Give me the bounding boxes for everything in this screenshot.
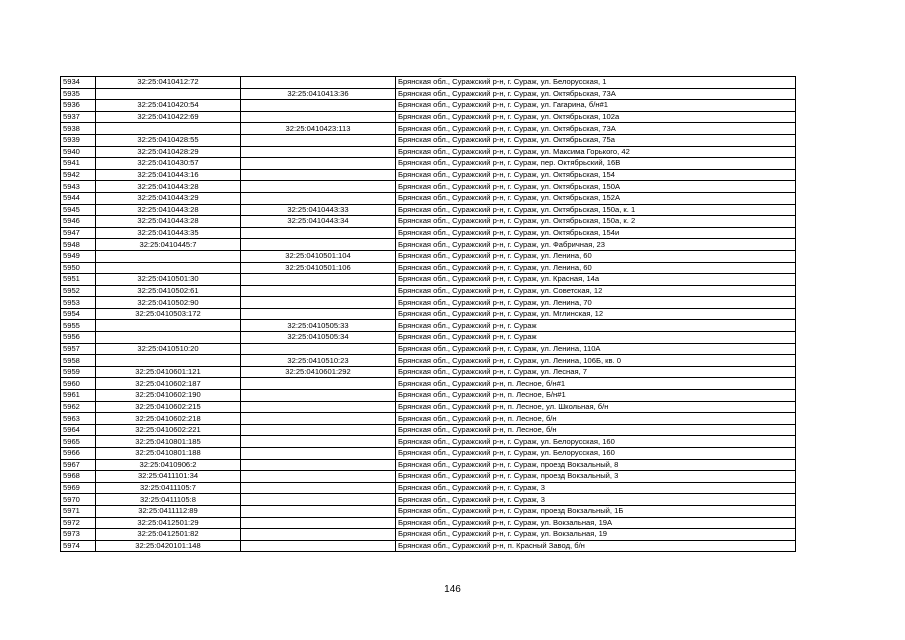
cadastral-number-cell: 32:25:0410801:185: [96, 436, 241, 448]
address-cell: Брянская обл., Суражский р-н, г. Сураж, ул. Гагарина, б/н#1: [396, 100, 796, 112]
cadastral-number-cell: 32:25:0410428:29: [96, 146, 241, 158]
address-cell: Брянская обл., Суражский р-н, г. Сураж, ул. Максима Горького, 42: [396, 146, 796, 158]
cadastral-number-cell: 32:25:0412501:29: [96, 517, 241, 529]
address-cell: Брянская обл., Суражский р-н, г. Сураж, ул. Белорусская, 1: [396, 77, 796, 89]
address-cell: Брянская обл., Суражский р-н, г. Сураж, ул. Ленина, 70: [396, 297, 796, 309]
cadastral-number-cell: 32:25:0410443:28: [96, 204, 241, 216]
object-number-cell: 32:25:0410443:34: [241, 216, 396, 228]
cadastral-number-cell: 32:25:0410443:29: [96, 192, 241, 204]
object-number-cell: 32:25:0410510:23: [241, 355, 396, 367]
object-number-cell: [241, 390, 396, 402]
address-cell: Брянская обл., Суражский р-н, г. Сураж, ул. Октябрьская, 154: [396, 169, 796, 181]
address-cell: Брянская обл., Суражский р-н, г. Сураж, ул. Октябрьская, 150а, к. 2: [396, 216, 796, 228]
table-row: [61, 517, 796, 529]
row-number-cell: 5955: [61, 320, 96, 332]
table-row: [61, 366, 796, 378]
cadastral-number-cell: 32:25:0410502:61: [96, 285, 241, 297]
cadastral-number-cell: 32:25:0410420:54: [96, 100, 241, 112]
cadastral-number-cell: 32:25:0411101:34: [96, 471, 241, 483]
object-number-cell: [241, 482, 396, 494]
cadastral-number-cell: 32:25:0410801:188: [96, 448, 241, 460]
address-cell: Брянская обл., Суражский р-н, п. Лесное, ул. Школьная, б/н: [396, 401, 796, 413]
address-cell: Брянская обл., Суражский р-н, г. Сураж, проезд Вокзальный, 1Б: [396, 505, 796, 517]
row-number-cell: 5957: [61, 343, 96, 355]
cadastral-number-cell: 32:25:0410602:221: [96, 424, 241, 436]
table-row: [61, 134, 796, 146]
row-number-cell: 5941: [61, 158, 96, 170]
table-row: [61, 100, 796, 112]
table-row: [61, 274, 796, 286]
address-cell: Брянская обл., Суражский р-н, п. Красный Завод, б/н: [396, 540, 796, 552]
row-number-cell: 5935: [61, 88, 96, 100]
cadastral-number-cell: 32:25:0410428:55: [96, 134, 241, 146]
table-row: [61, 413, 796, 425]
address-cell: Брянская обл., Суражский р-н, г. Сураж, проезд Вокзальный, 3: [396, 471, 796, 483]
object-number-cell: 32:25:0410501:106: [241, 262, 396, 274]
table-row: [61, 355, 796, 367]
address-cell: Брянская обл., Суражский р-н, г. Сураж, ул. Вокзальная, 19А: [396, 517, 796, 529]
table-row: [61, 192, 796, 204]
object-number-cell: [241, 239, 396, 251]
object-number-cell: [241, 378, 396, 390]
object-number-cell: 32:25:0410505:34: [241, 332, 396, 344]
table-row: [61, 158, 796, 170]
row-number-cell: 5938: [61, 123, 96, 135]
row-number-cell: 5972: [61, 517, 96, 529]
object-number-cell: [241, 77, 396, 89]
cadastral-number-cell: 32:25:0411105:8: [96, 494, 241, 506]
object-number-cell: [241, 448, 396, 460]
cadastral-number-cell: 32:25:0410445:7: [96, 239, 241, 251]
object-number-cell: 32:25:0410413:36: [241, 88, 396, 100]
address-cell: Брянская обл., Суражский р-н, г. Сураж, ул. Белорусская, 160: [396, 436, 796, 448]
row-number-cell: 5968: [61, 471, 96, 483]
row-number-cell: 5945: [61, 204, 96, 216]
object-number-cell: 32:25:0410601:292: [241, 366, 396, 378]
table-row: [61, 250, 796, 262]
object-number-cell: [241, 540, 396, 552]
cadastral-table: [60, 76, 796, 552]
object-number-cell: [241, 111, 396, 123]
row-number-cell: 5970: [61, 494, 96, 506]
object-number-cell: [241, 424, 396, 436]
address-cell: Брянская обл., Суражский р-н, г. Сураж, 3: [396, 494, 796, 506]
cadastral-number-cell: [96, 250, 241, 262]
cadastral-number-cell: [96, 320, 241, 332]
address-cell: Брянская обл., Суражский р-н, г. Сураж, ул. Октябрьская, 73А: [396, 88, 796, 100]
table-row: [61, 204, 796, 216]
cadastral-number-cell: 32:25:0410443:35: [96, 227, 241, 239]
table-row: [61, 308, 796, 320]
table-row: [61, 227, 796, 239]
cadastral-number-cell: 32:25:0410906:2: [96, 459, 241, 471]
address-cell: Брянская обл., Суражский р-н, г. Сураж, ул. Мглинская, 12: [396, 308, 796, 320]
table-row: [61, 320, 796, 332]
address-cell: Брянская обл., Суражский р-н, г. Сураж, ул. Ленина, 110А: [396, 343, 796, 355]
table-row: [61, 390, 796, 402]
row-number-cell: 5946: [61, 216, 96, 228]
table-row: [61, 169, 796, 181]
row-number-cell: 5967: [61, 459, 96, 471]
address-cell: Брянская обл., Суражский р-н, г. Сураж, ул. Октябрьская, 150А: [396, 181, 796, 193]
page-number: 146: [444, 584, 461, 595]
object-number-cell: [241, 100, 396, 112]
row-number-cell: 5937: [61, 111, 96, 123]
cadastral-number-cell: 32:25:0410601:121: [96, 366, 241, 378]
address-cell: Брянская обл., Суражский р-н, г. Сураж, пер. Октябрьский, 16В: [396, 158, 796, 170]
table-row: [61, 77, 796, 89]
table-body: [61, 77, 796, 552]
address-cell: Брянская обл., Суражский р-н, г. Сураж, ул. Белорусская, 160: [396, 448, 796, 460]
row-number-cell: 5961: [61, 390, 96, 402]
table-row: [61, 239, 796, 251]
address-cell: Брянская обл., Суражский р-н, п. Лесное, б/н: [396, 413, 796, 425]
address-cell: Брянская обл., Суражский р-н, г. Сураж: [396, 332, 796, 344]
row-number-cell: 5963: [61, 413, 96, 425]
cadastral-number-cell: [96, 88, 241, 100]
address-cell: Брянская обл., Суражский р-н, г. Сураж, ул. Октябрьская, 150а, к. 1: [396, 204, 796, 216]
object-number-cell: [241, 401, 396, 413]
cadastral-number-cell: 32:25:0410602:187: [96, 378, 241, 390]
object-number-cell: [241, 413, 396, 425]
object-number-cell: 32:25:0410443:33: [241, 204, 396, 216]
object-number-cell: [241, 517, 396, 529]
object-number-cell: [241, 181, 396, 193]
table-row: [61, 529, 796, 541]
object-number-cell: [241, 529, 396, 541]
address-cell: Брянская обл., Суражский р-н, г. Сураж, ул. Октябрьская, 154и: [396, 227, 796, 239]
address-cell: Брянская обл., Суражский р-н, г. Сураж, ул. Ленина, 60: [396, 262, 796, 274]
table-row: [61, 343, 796, 355]
cadastral-number-cell: [96, 262, 241, 274]
object-number-cell: [241, 494, 396, 506]
address-cell: Брянская обл., Суражский р-н, г. Сураж, ул. Октябрьская, 102а: [396, 111, 796, 123]
row-number-cell: 5949: [61, 250, 96, 262]
row-number-cell: 5969: [61, 482, 96, 494]
object-number-cell: [241, 297, 396, 309]
cadastral-number-cell: 32:25:0410510:20: [96, 343, 241, 355]
address-cell: Брянская обл., Суражский р-н, г. Сураж, ул. Вокзальная, 19: [396, 529, 796, 541]
address-cell: Брянская обл., Суражский р-н, п. Лесное, б/н#1: [396, 378, 796, 390]
row-number-cell: 5951: [61, 274, 96, 286]
object-number-cell: [241, 146, 396, 158]
object-number-cell: [241, 459, 396, 471]
table-row: [61, 505, 796, 517]
address-cell: Брянская обл., Суражский р-н, г. Сураж, ул. Ленина, 106Б, кв. 0: [396, 355, 796, 367]
object-number-cell: [241, 505, 396, 517]
cadastral-number-cell: 32:25:0411112:89: [96, 505, 241, 517]
table-row: [61, 424, 796, 436]
row-number-cell: 5952: [61, 285, 96, 297]
cadastral-number-cell: [96, 332, 241, 344]
object-number-cell: [241, 471, 396, 483]
object-number-cell: [241, 308, 396, 320]
address-cell: Брянская обл., Суражский р-н, г. Сураж, ул. Октябрьская, 152А: [396, 192, 796, 204]
cadastral-number-cell: 32:25:0410503:172: [96, 308, 241, 320]
cadastral-number-cell: 32:25:0410602:215: [96, 401, 241, 413]
table-row: [61, 216, 796, 228]
table-row: [61, 262, 796, 274]
row-number-cell: 5956: [61, 332, 96, 344]
table-row: [61, 111, 796, 123]
address-cell: Брянская обл., Суражский р-н, г. Сураж, ул. Октябрьская, 73А: [396, 123, 796, 135]
row-number-cell: 5958: [61, 355, 96, 367]
object-number-cell: 32:25:0410501:104: [241, 250, 396, 262]
table-row: [61, 378, 796, 390]
row-number-cell: 5943: [61, 181, 96, 193]
address-cell: Брянская обл., Суражский р-н, г. Сураж, ул. Красная, 14а: [396, 274, 796, 286]
address-cell: Брянская обл., Суражский р-н, г. Сураж: [396, 320, 796, 332]
table-row: [61, 459, 796, 471]
table-row: [61, 401, 796, 413]
row-number-cell: 5940: [61, 146, 96, 158]
table-row: [61, 88, 796, 100]
table-row: [61, 482, 796, 494]
object-number-cell: 32:25:0410423:113: [241, 123, 396, 135]
table-row: [61, 436, 796, 448]
table-row: [61, 297, 796, 309]
cadastral-number-cell: 32:25:0410430:57: [96, 158, 241, 170]
address-cell: Брянская обл., Суражский р-н, г. Сураж, ул. Фабричная, 23: [396, 239, 796, 251]
cadastral-number-cell: [96, 123, 241, 135]
address-cell: Брянская обл., Суражский р-н, г. Сураж, ул. Лесная, 7: [396, 366, 796, 378]
object-number-cell: [241, 274, 396, 286]
row-number-cell: 5934: [61, 77, 96, 89]
cadastral-number-cell: 32:25:0420101:148: [96, 540, 241, 552]
row-number-cell: 5942: [61, 169, 96, 181]
cadastral-number-cell: 32:25:0410422:69: [96, 111, 241, 123]
object-number-cell: 32:25:0410505:33: [241, 320, 396, 332]
address-cell: Брянская обл., Суражский р-н, г. Сураж, 3: [396, 482, 796, 494]
table-row: [61, 471, 796, 483]
cadastral-number-cell: 32:25:0410602:218: [96, 413, 241, 425]
object-number-cell: [241, 285, 396, 297]
row-number-cell: 5947: [61, 227, 96, 239]
row-number-cell: 5953: [61, 297, 96, 309]
object-number-cell: [241, 134, 396, 146]
row-number-cell: 5965: [61, 436, 96, 448]
row-number-cell: 5960: [61, 378, 96, 390]
object-number-cell: [241, 227, 396, 239]
cadastral-number-cell: 32:25:0410412:72: [96, 77, 241, 89]
row-number-cell: 5973: [61, 529, 96, 541]
cadastral-number-cell: 32:25:0410502:90: [96, 297, 241, 309]
object-number-cell: [241, 169, 396, 181]
row-number-cell: 5962: [61, 401, 96, 413]
table-row: [61, 494, 796, 506]
row-number-cell: 5971: [61, 505, 96, 517]
table-row: [61, 146, 796, 158]
row-number-cell: 5966: [61, 448, 96, 460]
cadastral-number-cell: 32:25:0410443:28: [96, 181, 241, 193]
cadastral-number-cell: 32:25:0410602:190: [96, 390, 241, 402]
row-number-cell: 5959: [61, 366, 96, 378]
table-row: [61, 285, 796, 297]
row-number-cell: 5939: [61, 134, 96, 146]
table-row: [61, 448, 796, 460]
address-cell: Брянская обл., Суражский р-н, п. Лесное, Б/н#1: [396, 390, 796, 402]
object-number-cell: [241, 192, 396, 204]
address-cell: Брянская обл., Суражский р-н, п. Лесное, б/н: [396, 424, 796, 436]
cadastral-number-cell: 32:25:0411105:7: [96, 482, 241, 494]
table-row: [61, 540, 796, 552]
address-cell: Брянская обл., Суражский р-н, г. Сураж, проезд Вокзальный, 8: [396, 459, 796, 471]
address-cell: Брянская обл., Суражский р-н, г. Сураж, ул. Октябрьская, 75а: [396, 134, 796, 146]
table-row: [61, 123, 796, 135]
object-number-cell: [241, 436, 396, 448]
cadastral-number-cell: 32:25:0410501:30: [96, 274, 241, 286]
table-row: [61, 332, 796, 344]
object-number-cell: [241, 343, 396, 355]
row-number-cell: 5954: [61, 308, 96, 320]
row-number-cell: 5974: [61, 540, 96, 552]
cadastral-number-cell: 32:25:0410443:28: [96, 216, 241, 228]
row-number-cell: 5964: [61, 424, 96, 436]
cadastral-number-cell: 32:25:0412501:82: [96, 529, 241, 541]
cadastral-number-cell: 32:25:0410443:16: [96, 169, 241, 181]
address-cell: Брянская обл., Суражский р-н, г. Сураж, ул. Ленина, 60: [396, 250, 796, 262]
address-cell: Брянская обл., Суражский р-н, г. Сураж, ул. Советская, 12: [396, 285, 796, 297]
row-number-cell: 5936: [61, 100, 96, 112]
row-number-cell: 5944: [61, 192, 96, 204]
row-number-cell: 5948: [61, 239, 96, 251]
cadastral-number-cell: [96, 355, 241, 367]
object-number-cell: [241, 158, 396, 170]
table-row: [61, 181, 796, 193]
row-number-cell: 5950: [61, 262, 96, 274]
